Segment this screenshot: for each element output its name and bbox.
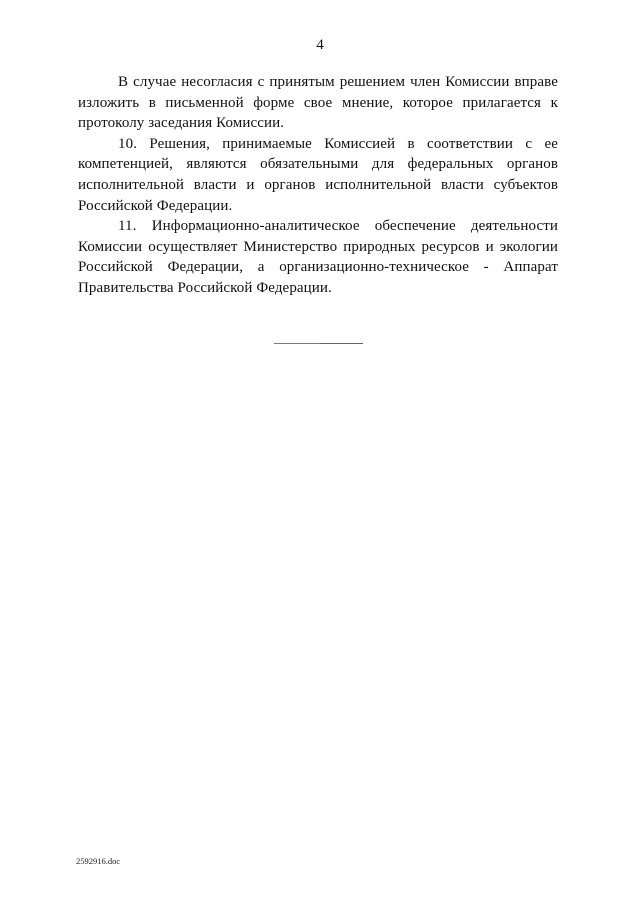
document-file-code: 2592916.doc [76,856,121,866]
document-body [78,72,558,299]
paragraph-10-decisions: 10. Решения, принимаемые Комиссией в соответствии с ее компетенцией, являются обязательными для федеральных органов исполнительной власти и органов исполнительной власти субъектов Российской Федерации. [78,135,558,214]
paragraph-11-support: 11. Информационно-аналитическое обеспечение деятельности Комиссии осуществляет Министерство природных ресурсов и экологии Российской Федерации, а организационно-техническое - Аппарат Правительства Российской Федерации. [78,218,558,296]
page-number: 4 [316,37,324,53]
paragraph-disagreement: В случае несогласия с принятым решением член Комиссии вправе изложить в письменной форме свое мнение, которое прилагается к протоколу заседания Комиссии. [78,74,558,132]
end-of-text-divider [274,343,363,344]
